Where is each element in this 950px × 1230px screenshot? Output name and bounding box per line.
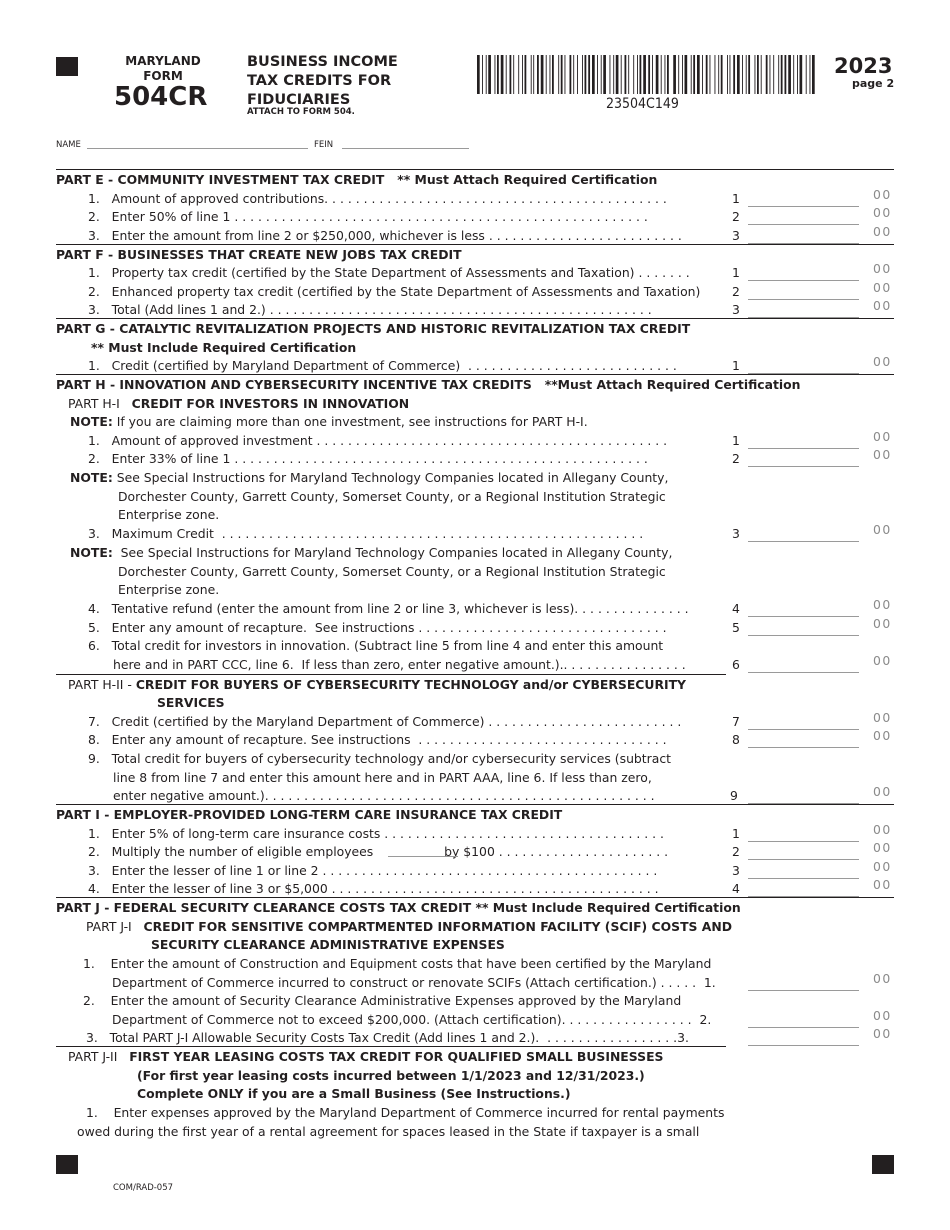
section-heading: PART E - COMMUNITY INVESTMENT TAX CREDIT ** Must Attach Required Certification [56, 172, 658, 187]
name-field[interactable] [87, 148, 308, 149]
cents-field[interactable]: 00 [873, 522, 892, 537]
line-item-text: 3. Enter the lesser of line 1 or line 2 . . . . . . . . . . . . . . . . . . . . . . . . . . . . . . . . . . . . . . . . . . . [88, 863, 658, 878]
page-number: page 2 [852, 77, 895, 90]
line-item-text: Department of Commerce incurred to construct or renovate SCIFs (Attach certification.) . . . . . 1. [112, 975, 716, 990]
fein-label: FEIN [314, 140, 334, 150]
line-number: 2 [732, 284, 740, 299]
line-item-text: 1. Amount of approved contributions. . . . . . . . . . . . . . . . . . . . . . . . . . . . . . . . . . . . . . . . . . . . [88, 191, 667, 206]
line-item-text: Enterprise zone. [118, 507, 220, 522]
line-number: 9 [730, 788, 738, 803]
cents-field[interactable]: 00 [873, 597, 892, 612]
cents-field[interactable]: 00 [873, 728, 892, 743]
section-heading: PART H-I CREDIT FOR INVESTORS IN INNOVATION [68, 396, 410, 411]
form-state-label: MARYLAND FORM [125, 54, 201, 83]
cents-field[interactable]: 00 [873, 840, 892, 855]
fein-field[interactable] [342, 148, 469, 149]
amount-field[interactable] [748, 841, 859, 842]
line-number: 1 [732, 265, 740, 280]
line-number: 2 [732, 451, 740, 466]
line-number: 3 [732, 228, 740, 243]
line-item-text: 2. Multiply the number of eligible employees by $100 . . . . . . . . . . . . . . . . . . . . . . [88, 844, 669, 859]
line-number: 4 [732, 601, 740, 616]
cents-field[interactable]: 00 [873, 784, 892, 799]
line-number: 3 [732, 302, 740, 317]
line-item-text: 2. Enter 50% of line 1 . . . . . . . . . . . . . . . . . . . . . . . . . . . . . . . . . . . . . . . . . . . . . . . . . . . . . [88, 209, 648, 224]
line-item-text: 1. Amount of approved investment . . . . . . . . . . . . . . . . . . . . . . . . . . . . . . . . . . . . . . . . . . . . . [88, 433, 668, 448]
line-number: 1 [732, 433, 740, 448]
line-item-text: 5. Enter any amount of recapture. See instructions . . . . . . . . . . . . . . . . . . . . . . . . . . . . . . . . [88, 620, 667, 635]
section-divider [56, 318, 894, 319]
line-item-text: Enterprise zone. [118, 582, 220, 597]
line-number: 7 [732, 714, 740, 729]
amount-field[interactable] [748, 635, 859, 636]
line-item-text: here and in PART CCC, line 6. If less than zero, enter negative amount.).. . . . . . . . . . . . . . . . [113, 657, 686, 672]
section-heading: NOTE: See Special Instructions for Maryland Technology Companies located in Allegany County, [70, 545, 673, 560]
line-item-text: 3. Total (Add lines 1 and 2.) . . . . . . . . . . . . . . . . . . . . . . . . . . . . . . . . . . . . . . . . . . . . . . . . . [88, 302, 652, 317]
amount-field[interactable] [748, 206, 859, 207]
registration-mark-bottom-left [56, 1155, 78, 1174]
line-number: 1 [732, 191, 740, 206]
amount-field[interactable] [748, 672, 859, 673]
line-item-text: 1. Enter 5% of long-term care insurance costs . . . . . . . . . . . . . . . . . . . . . . . . . . . . . . . . . . . . [88, 826, 664, 841]
line-number: 5 [732, 620, 740, 635]
line-item-text: enter negative amount.). . . . . . . . . . . . . . . . . . . . . . . . . . . . . . . . . . . . . . . . . . . . . . . . . . [113, 788, 655, 803]
cents-field[interactable]: 00 [873, 616, 892, 631]
section-divider [56, 804, 894, 805]
line-number: 1 [732, 358, 740, 373]
form-title: BUSINESS INCOME TAX CREDITS FOR FIDUCIARIES [247, 54, 398, 108]
cents-field[interactable]: 00 [873, 877, 892, 892]
cents-field[interactable]: 00 [873, 187, 892, 202]
line-item-text: 1. Credit (certified by Maryland Department of Commerce) . . . . . . . . . . . . . . . . . . . . . . . . . . . [88, 358, 677, 373]
line-number: 2 [732, 844, 740, 859]
line-item-text: Dorchester County, Garrett County, Somerset County, or a Regional Institution Strategic [118, 564, 666, 579]
subsection-divider [56, 1046, 726, 1047]
section-divider [56, 244, 894, 245]
amount-field[interactable] [748, 803, 859, 804]
section-heading: PART J-I CREDIT FOR SENSITIVE COMPARTMENTED INFORMATION FACILITY (SCIF) COSTS AND [86, 919, 733, 934]
section-heading: NOTE: See Special Instructions for Maryland Technology Companies located in Allegany County, [70, 470, 669, 485]
line-item-text: 3. Maximum Credit . . . . . . . . . . . . . . . . . . . . . . . . . . . . . . . . . . . . . . . . . . . . . . . . . . . . . . [88, 526, 644, 541]
section-divider [56, 897, 894, 898]
section-heading: ** Must Include Required Certification [91, 340, 357, 355]
section-heading: PART I - EMPLOYER-PROVIDED LONG-TERM CARE INSURANCE TAX CREDIT [56, 807, 563, 822]
barcode [477, 55, 815, 94]
subsection-divider [56, 674, 726, 675]
amount-field[interactable] [748, 1045, 859, 1046]
line-item-text: 1. Enter expenses approved by the Maryland Department of Commerce incurred for rental payments [86, 1105, 725, 1120]
cents-field[interactable]: 00 [873, 859, 892, 874]
form-code: COM/RAD-057 [113, 1183, 174, 1193]
line-item-text: 3. Enter the amount from line 2 or $250,000, whichever is less . . . . . . . . . . . . . . . . . . . . . . . . . [88, 228, 682, 243]
line-number: 2 [732, 209, 740, 224]
amount-field[interactable] [748, 373, 859, 374]
cents-field[interactable]: 00 [873, 710, 892, 725]
cents-field[interactable]: 00 [873, 354, 892, 369]
section-heading: PART H - INNOVATION AND CYBERSECURITY INCENTIVE TAX CREDITS **Must Attach Required Certification [56, 377, 801, 392]
cents-field[interactable]: 00 [873, 429, 892, 444]
amount-field[interactable] [748, 448, 859, 449]
line-item-text: 9. Total credit for buyers of cybersecurity technology and/or cybersecurity services (subtract [88, 751, 672, 766]
line-number: 3 [732, 863, 740, 878]
section-divider [56, 374, 894, 375]
line-item-text: 1. Enter the amount of Construction and Equipment costs that have been certified by the Maryland [83, 956, 712, 971]
cents-field[interactable]: 00 [873, 653, 892, 668]
amount-field[interactable] [748, 616, 859, 617]
line-item-text: 8. Enter any amount of recapture. See instructions . . . . . . . . . . . . . . . . . . . . . . . . . . . . . . . . [88, 732, 667, 747]
line-number: 1 [732, 826, 740, 841]
tax-year: 2023 [834, 54, 893, 78]
cents-field[interactable]: 00 [873, 822, 892, 837]
section-heading: (For first year leasing costs incurred between 1/1/2023 and 12/31/2023.) [137, 1068, 645, 1083]
amount-field[interactable] [748, 878, 859, 879]
section-heading: PART J-II FIRST YEAR LEASING COSTS TAX CREDIT FOR QUALIFIED SMALL BUSINESSES [68, 1049, 664, 1064]
line-item-text: Dorchester County, Garrett County, Somerset County, or a Regional Institution Strategic [118, 489, 666, 504]
section-divider [56, 169, 894, 170]
line-item-text: line 8 from line 7 and enter this amount here and in PART AAA, line 6. If less than zero, [113, 770, 652, 785]
amount-field[interactable] [748, 317, 859, 318]
cents-field[interactable]: 00 [873, 447, 892, 462]
cents-field[interactable]: 00 [873, 971, 892, 986]
amount-field[interactable] [748, 859, 859, 860]
amount-field[interactable] [748, 243, 859, 244]
line-number: 4 [732, 881, 740, 896]
cents-field[interactable]: 00 [873, 224, 892, 239]
section-heading: PART J - FEDERAL SECURITY CLEARANCE COSTS TAX CREDIT ** Must Include Required Certification [56, 900, 741, 915]
line-number: 3 [732, 526, 740, 541]
amount-field[interactable] [748, 896, 859, 897]
amount-field[interactable] [748, 224, 859, 225]
line-number: 6 [732, 657, 740, 672]
cents-field[interactable]: 00 [873, 1008, 892, 1023]
name-label: NAME [56, 140, 81, 150]
barcode-text: 23504C149 [606, 96, 679, 112]
registration-mark-top-left [56, 57, 78, 76]
line-item-text: 4. Enter the lesser of line 3 or $5,000 . . . . . . . . . . . . . . . . . . . . . . . . . . . . . . . . . . . . . . . . . . [88, 881, 659, 896]
amount-field[interactable] [748, 541, 859, 542]
cents-field[interactable]: 00 [873, 261, 892, 276]
line-item-text: 2. Enter 33% of line 1 . . . . . . . . . . . . . . . . . . . . . . . . . . . . . . . . . . . . . . . . . . . . . . . . . . . . . [88, 451, 648, 466]
employee-count-field[interactable] [388, 856, 458, 857]
line-item-text: 7. Credit (certified by the Maryland Department of Commerce) . . . . . . . . . . . . . . . . . . . . . . . . . [88, 714, 682, 729]
line-item-text: 6. Total credit for investors in innovation. (Subtract line 5 from line 4 and enter this amount [88, 638, 664, 653]
section-heading: Complete ONLY if you are a Small Business (See Instructions.) [137, 1086, 571, 1101]
section-heading: PART G - CATALYTIC REVITALIZATION PROJECTS AND HISTORIC REVITALIZATION TAX CREDIT [56, 321, 691, 336]
section-heading: PART H-II - CREDIT FOR BUYERS OF CYBERSECURITY TECHNOLOGY and/or CYBERSECURITY [68, 677, 687, 692]
section-heading: SECURITY CLEARANCE ADMINISTRATIVE EXPENSES [151, 937, 505, 952]
amount-field[interactable] [748, 729, 859, 730]
cents-field[interactable]: 00 [873, 205, 892, 220]
section-heading: SERVICES [157, 695, 225, 710]
line-item-text: 4. Tentative refund (enter the amount from line 2 or line 3, whichever is less). . . . . . . . . . . . . . . [88, 601, 689, 616]
line-item-text: 1. Property tax credit (certified by the State Department of Assessments and Taxation) . . . . . . . [88, 265, 690, 280]
line-item-text: 3. Total PART J-I Allowable Security Costs Tax Credit (Add lines 1 and 2.). . . . . . . . . . . . . . . . . .3. [86, 1030, 689, 1045]
line-number: 8 [732, 732, 740, 747]
line-item-text: 2. Enter the amount of Security Clearance Administrative Expenses approved by the Maryland [83, 993, 682, 1008]
amount-field[interactable] [748, 747, 859, 748]
line-item-text: Department of Commerce not to exceed $200,000. (Attach certification). . . . . . . . . . . . . . . . . 2. [112, 1012, 712, 1027]
amount-field[interactable] [748, 280, 859, 281]
cents-field[interactable]: 00 [873, 280, 892, 295]
line-item-text: owed during the first year of a rental agreement for spaces leased in the State if taxpayer is a small [77, 1124, 700, 1139]
line-item-text: 2. Enhanced property tax credit (certified by the State Department of Assessments and Taxation) [88, 284, 701, 299]
amount-field[interactable] [748, 466, 859, 467]
registration-mark-bottom-right [872, 1155, 894, 1174]
amount-field[interactable] [748, 1027, 859, 1028]
section-heading: NOTE: If you are claiming more than one investment, see instructions for PART H-I. [70, 414, 588, 429]
cents-field[interactable]: 00 [873, 1026, 892, 1041]
amount-field[interactable] [748, 299, 859, 300]
section-heading: PART F - BUSINESSES THAT CREATE NEW JOBS TAX CREDIT [56, 247, 462, 262]
form-number: 504CR [114, 82, 208, 112]
amount-field[interactable] [748, 990, 859, 991]
cents-field[interactable]: 00 [873, 298, 892, 313]
attach-note: ATTACH TO FORM 504. [247, 107, 355, 117]
